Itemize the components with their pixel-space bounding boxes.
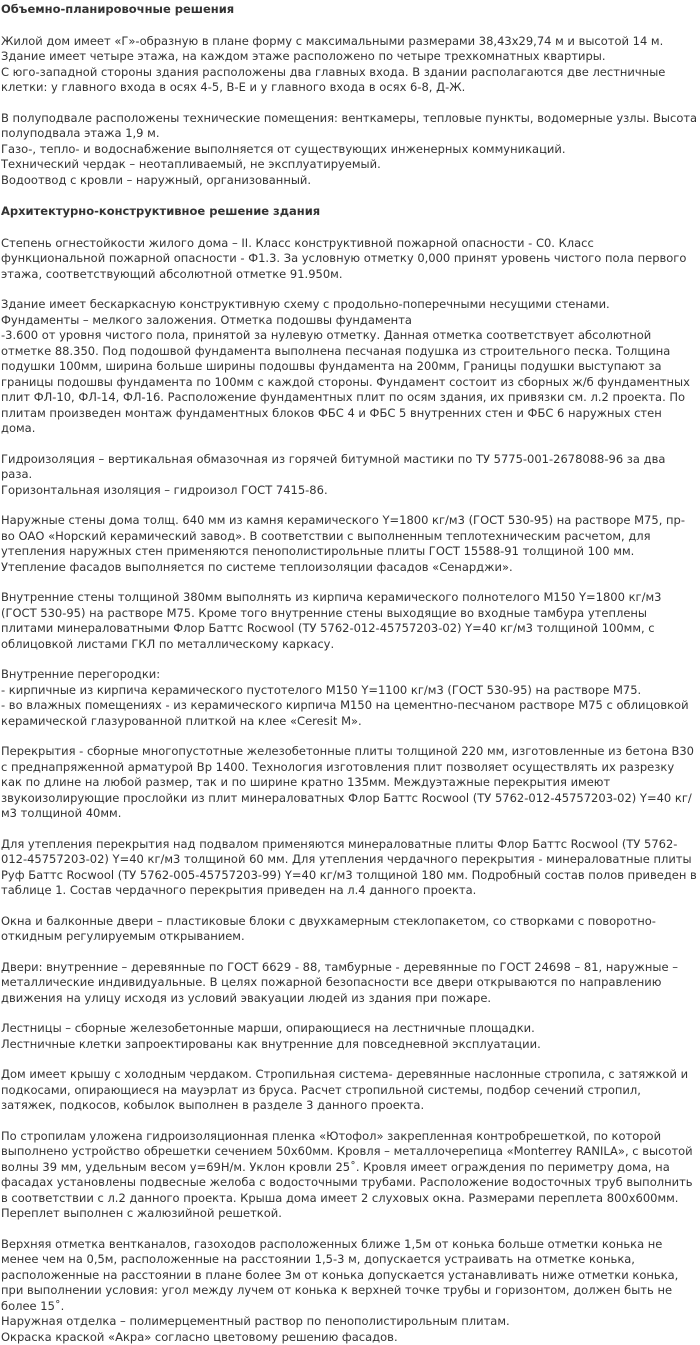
paragraph <box>1 513 698 575</box>
paragraph <box>1 297 698 437</box>
paragraph <box>1 914 698 945</box>
paragraph <box>1 1237 698 1345</box>
text-line: Перекрытия - сборные многопустотные железобетонные плиты толщиной 220 мм, изготовленные из бетона В30 с преднапряженной арматурой Вр 1400. Технология изготовления плит позволяет осуществлять их разрезку как по длине на любой размер, так и по ширине кратно 135мм. Междуэтажные перекрытия имеют звукоизолирующие прослойки из плит минераловатных Флор Баттс Rocwool (ТУ 5762-012-45757203-02) Y=40 кг/м3 толщиной 40мм. <box>1 744 698 822</box>
text-line: Горизонтальная изоляция – гидроизол ГОСТ 7415-86. <box>1 483 698 499</box>
text-line: По стропилам уложена гидроизоляционная пленка «Ютофол» закрепленная контробрешеткой, по которой выполнено устройство обрешетки сечением 50х60мм. Кровля – металлочерепица «Monterrey RANILA», с высотой волны 39 мм, удельным весом у=69Н/м. Уклон кровли 25˚. Кровля имеет ограждения по периметру дома, на фасадах установлены подвесные желоба с водосточными трубами. Расположение водосточных труб выполнить в соответствии с л.2 данного проекта. Крыша дома имеет 2 слуховых окна. Размерами переплета 800х600мм. Переплет выполнен с жалюзийной решеткой. <box>1 1129 698 1222</box>
text-line: Дом имеет крышу с холодным чердаком. Стропильная система- деревянные наслонные стропила, с затяжкой и подкосами, опирающиеся на мауэрлат из бруса. Расчет стропильной системы, подбор сечений стропил, затяжек, подкосов, кобылок выполнен в разделе 3 данного проекта. <box>1 1067 698 1114</box>
section-heading-layout: Объемно-планировочные решения <box>1 2 698 18</box>
text-line: Внутренние перегородки: <box>1 667 698 683</box>
text-line: Гидроизоляция – вертикальная обмазочная из горячей битумной мастики по ТУ 5775-001-2678088-96 за два раза. <box>1 452 698 483</box>
paragraph <box>1 960 698 1007</box>
text-line: Газо-, тепло- и водоснабжение выполняется от существующих инженерных коммуникаций. <box>1 142 698 158</box>
paragraph <box>1 1021 698 1052</box>
section-structure-body <box>1 236 698 1345</box>
paragraph <box>1 1129 698 1222</box>
text-line: Двери: внутренние – деревянные по ГОСТ 6629 - 88, тамбурные - деревянные по ГОСТ 24698 – 81, наружные – металлические индивидуальные. В целях пожарной безопасности все двери открываются по направлению движения на улицу исходя из условий эвакуации людей из здания при пожаре. <box>1 960 698 1007</box>
text-line: Окна и балконные двери – пластиковые блоки с двухкамерным стеклопакетом, со створками с поворотно- откидным регулируемым открыванием. <box>1 914 698 945</box>
text-line: Здание имеет четыре этажа, на каждом этаже расположено по четыре трехкомнатных квартиры. <box>1 49 698 65</box>
text-line: В полуподвале расположены технические помещения: венткамеры, тепловые пункты, водомерные узлы. Высота полуподвала этажа 1,9 м. <box>1 111 698 142</box>
paragraph <box>1 1067 698 1114</box>
text-line: Верхняя отметка вентканалов, газоходов расположенных ближе 1,5м от конька больше отметки конька не менее чем на 0,5м, расположенные на расстоянии 1,5-3 м, допускается устраивать на отметке конька, расположенные на расстоянии в плане более 3м от конька допускается устанавливать ниже отметки конька, при выполнении условия: угол между лучем от конька к верхней точке трубы и горизонтом, должен быть не более 15˚. <box>1 1237 698 1315</box>
paragraph <box>1 667 698 729</box>
paragraph-basement <box>1 111 698 189</box>
text-line: - во влажных помещениях - из керамического кирпича М150 на цементно-песчаном растворе М75 с облицовкой керамической глазурованной плиткой на клее «Ceresit M». <box>1 698 698 729</box>
paragraph <box>1 236 698 283</box>
text-line: Для утепления перекрытия над подвалом применяются минераловатные плиты Флор Баттс Rocwool (ТУ 5762-012-45757203-02) Y=40 кг/м3 толщиной 60 мм. Для утепления чердачного перекрытия - минераловатные плиты Руф Баттс Rocwool (ТУ 5762-005-45757203-99) Y=40 кг/м3 толщиной 180 мм. Подробный состав полов приведен в таблице 1. Состав чердачного перекрытия приведен на л.4 данного проекта. <box>1 837 698 899</box>
text-line: -3.600 от уровня чистого пола, принятой за нулевую отметку. Данная отметка соответствует абсолютной отметке 88.350. Под подошвой фундамента выполнена песчаная подушка из строительного песка. Толщина подушки 100мм, ширина больше ширины подошвы фундамента на 200мм, Границы подушки выступают за границы подошвы фундамента по 100мм с каждой стороны. Фундамент состоит из сборных ж/б фундаментных плит ФЛ-10, ФЛ-14, ФЛ-16. Расположение фундаментных плит по осям здания, их привязки см. л.2 проекта. По плитам произведен монтаж фундаментных блоков ФБС 4 и ФБС 5 внутренних стен и ФБС 6 наружных стен дома. <box>1 328 698 437</box>
text-line: Наружная отделка – полимерцементный раствор по пенополистирольным плитам. <box>1 1314 698 1330</box>
text-line: Здание имеет бескаркасную конструктивную схему с продольно-поперечными несущими стенами. <box>1 297 698 313</box>
section-heading-structure: Архитектурно-конструктивное решение здания <box>1 204 698 220</box>
text-line: Степень огнестойкости жилого дома – II. Класс конструктивной пожарной опасности - С0. Класс функциональной пожарной опасности - Ф1.3. За условную отметку 0,000 принят уровень чистого пола первого этажа, соответствующий абсолютной отметке 91.950м. <box>1 236 698 283</box>
text-line: - кирпичные из кирпича керамического пустотелого М150 Y=1100 кг/м3 (ГОСТ 530-95) на растворе М75. <box>1 683 698 699</box>
text-line: Наружные стены дома толщ. 640 мм из камня керамического Y=1800 кг/м3 (ГОСТ 530-95) на растворе М75, пр-во ОАО «Норский керамический завод». В соответствии с выполненным теплотехническим расчетом, для утепления наружных стен применяются пенополистирольные плиты ГОСТ 15588-91 толщиной 100 мм. Утепление фасадов выполняется по системе теплоизоляции фасадов «Сенарджи». <box>1 513 698 575</box>
text-line: С юго-западной стороны здания расположены два главных входа. В здании располагаются две лестничные клетки: у главного входа в осях 4-5, В-Е и у главного входа в осях 6-8, Д-Ж. <box>1 65 698 96</box>
paragraph <box>1 837 698 899</box>
paragraph-building-shape <box>1 34 698 96</box>
text-line: Водоотвод с кровли – наружный, организованный. <box>1 173 698 189</box>
text-line: Окраска краской «Акра» согласно цветовому решению фасадов. <box>1 1330 698 1345</box>
text-line: Лестничные клетки запроектированы как внутренние для повседневной эксплуатации. <box>1 1037 698 1053</box>
paragraph <box>1 744 698 822</box>
text-line: Лестницы – сборные железобетонные марши, опирающиеся на лестничные площадки. <box>1 1021 698 1037</box>
text-line: Технический чердак – неотапливаемый, не эксплуатируемый. <box>1 157 698 173</box>
paragraph <box>1 590 698 652</box>
text-line: Внутренние стены толщиной 380мм выполнять из кирпича керамического полнотелого М150 Y=1800 кг/м3 (ГОСТ 530-95) на растворе М75. Кроме того внутренние стены выходящие во входные тамбура утеплены плитами минераловатными Флор Баттс Rocwool (ТУ 5762-012-45757203-02) Y=40 кг/м3 толщиной 100мм, с облицовкой листами ГКЛ по металлическому каркасу. <box>1 590 698 652</box>
paragraph <box>1 452 698 499</box>
text-line: Фундаменты – мелкого заложения. Отметка подошвы фундамента <box>1 313 698 329</box>
text-line: Жилой дом имеет «Г»-образную в плане форму с максимальными размерами 38,43х29,74 м и высотой 14 м. <box>1 34 698 50</box>
